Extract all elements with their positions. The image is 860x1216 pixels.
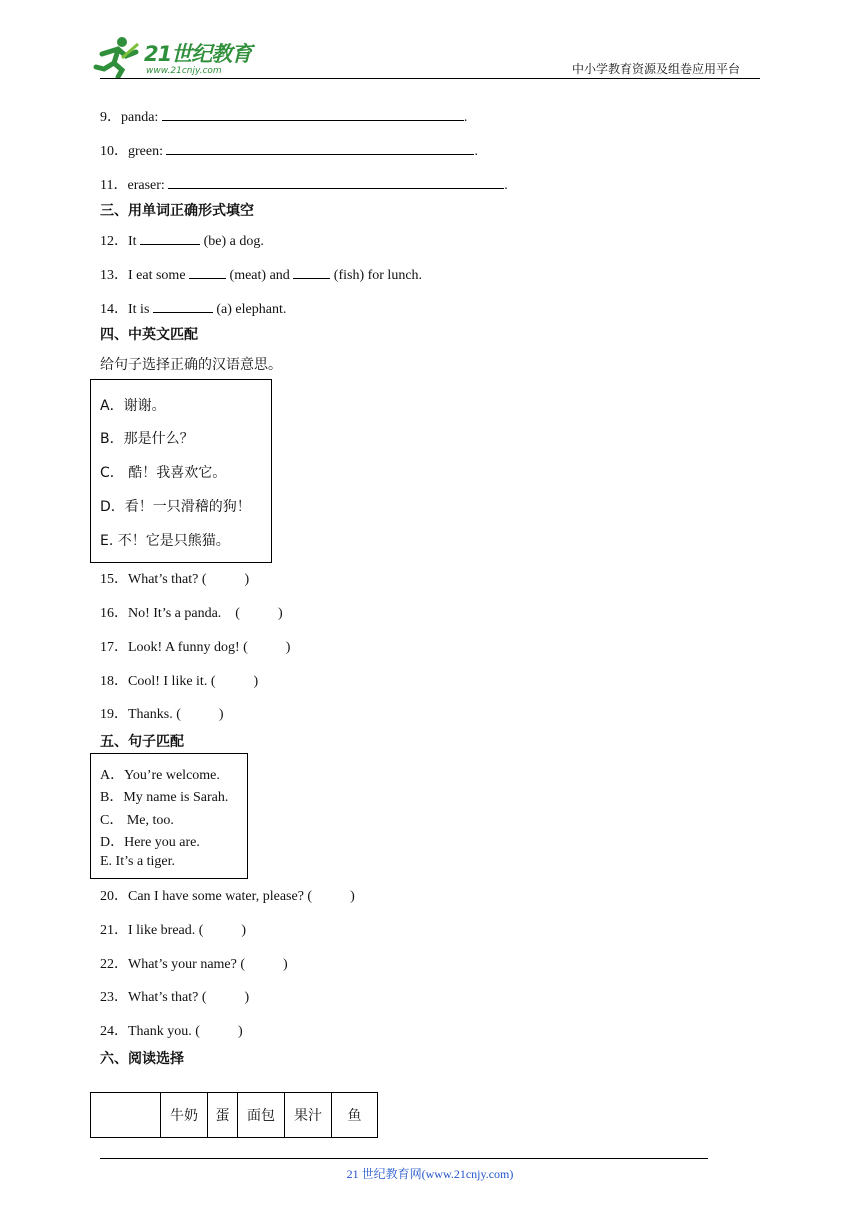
question-number: 14． — [100, 302, 128, 317]
table-cell: 果汁 — [285, 1093, 332, 1138]
close-paren: ) — [244, 990, 250, 1005]
option-b: B．那是什么？ — [100, 431, 194, 447]
option-d: D．Here you are. — [100, 835, 200, 850]
answer-blank[interactable] — [293, 265, 330, 279]
logo-url-text: www.21cnjy.com — [146, 66, 222, 76]
runner-logo-icon — [92, 36, 144, 78]
question-11 — [100, 175, 508, 195]
option-a: A．You’re welcome. — [100, 768, 220, 783]
question-10 — [100, 141, 478, 161]
period: . — [474, 144, 478, 159]
close-paren: ) — [253, 674, 259, 689]
logo-main-text: 21世纪教育 — [144, 42, 252, 66]
option-a: A．谢谢。 — [100, 398, 166, 414]
question-number: 20． — [100, 889, 128, 904]
option-c: C． Me, too. — [100, 813, 174, 828]
question-number: 23． — [100, 990, 128, 1005]
question-number: 13． — [100, 268, 128, 283]
close-paren: ) — [277, 606, 283, 621]
close-paren: ) — [241, 923, 247, 938]
option-d: D．看！一只滑稽的狗！ — [100, 499, 251, 515]
question-text: (a) elephant. — [216, 302, 287, 317]
question-12 — [100, 231, 264, 251]
question-text: Can I have some water, please? ( — [128, 889, 313, 904]
question-17 — [100, 639, 290, 657]
close-paren: ) — [350, 889, 355, 904]
question-number: 19． — [100, 707, 128, 722]
table-row — [91, 1093, 378, 1138]
question-16 — [100, 605, 283, 623]
footer-text: 21 世纪教育网(www.21cnjy.com) — [346, 1167, 514, 1181]
question-20 — [100, 888, 355, 906]
question-18 — [100, 673, 258, 691]
section-5-title: 五、句子匹配 — [100, 734, 184, 750]
section-3-title: 三、用单词正确形式填空 — [100, 203, 254, 219]
question-number: 21． — [100, 923, 128, 938]
question-text: It is — [128, 302, 150, 317]
header-tagline: 中小学教育资源及组卷应用平台 — [572, 62, 741, 76]
question-text: What’s that? ( — [128, 572, 207, 587]
option-b: B．My name is Sarah. — [100, 790, 229, 805]
close-paren: ) — [237, 1024, 243, 1039]
table-cell: 面包 — [238, 1093, 285, 1138]
option-box-4 — [90, 379, 272, 563]
question-19 — [100, 706, 224, 724]
question-text: What’s your name? ( — [128, 957, 246, 972]
question-text: eraser: — [127, 178, 165, 193]
food-table — [90, 1092, 378, 1138]
question-number: 11． — [100, 178, 128, 193]
close-paren: ) — [244, 572, 250, 587]
question-number: 12． — [100, 234, 128, 249]
question-15 — [100, 571, 249, 589]
question-text: (meat) and — [229, 268, 290, 283]
question-21 — [100, 922, 246, 940]
table-cell: 鱼 — [332, 1093, 378, 1138]
header-rule — [100, 78, 760, 79]
question-23 — [100, 989, 249, 1007]
question-text: It — [128, 234, 137, 249]
question-13 — [100, 265, 422, 285]
question-number: 24． — [100, 1024, 128, 1039]
section-6-title: 六、阅读选择 — [100, 1051, 184, 1067]
section-4-title: 四、中英文匹配 — [100, 327, 198, 343]
question-text: Thanks. ( — [128, 707, 181, 722]
question-number: 10． — [100, 144, 128, 159]
section-4-instruction: 给句子选择正确的汉语意思。 — [100, 357, 282, 373]
question-text: Look! A funny dog! ( — [128, 640, 248, 655]
question-text: I eat some — [128, 268, 186, 283]
question-number: 9． — [100, 110, 121, 125]
question-text: panda: — [121, 110, 159, 125]
answer-blank[interactable] — [153, 299, 213, 313]
question-text: green: — [128, 144, 163, 159]
question-text: (fish) for lunch. — [333, 268, 423, 283]
option-e: E. 不！它是只熊猫。 — [100, 533, 230, 549]
question-9 — [100, 107, 467, 127]
question-number: 15． — [100, 572, 128, 587]
period: . — [463, 110, 468, 125]
table-cell: 蛋 — [208, 1093, 238, 1138]
question-text: No! It’s a panda. ( — [128, 606, 240, 621]
header-logo — [92, 34, 262, 80]
answer-blank[interactable] — [189, 265, 226, 279]
close-paren: ) — [218, 707, 224, 722]
question-24 — [100, 1023, 243, 1041]
question-14 — [100, 299, 286, 319]
question-number: 18． — [100, 674, 128, 689]
question-number: 16． — [100, 606, 128, 621]
close-paren: ) — [285, 640, 291, 655]
answer-blank[interactable] — [168, 175, 504, 189]
question-number: 22． — [100, 957, 128, 972]
answer-blank[interactable] — [140, 231, 200, 245]
question-text: Cool! I like it. ( — [128, 674, 216, 689]
question-22 — [100, 956, 288, 974]
question-text: I like bread. ( — [128, 923, 204, 938]
question-text: (be) a dog. — [203, 234, 264, 249]
close-paren: ) — [283, 957, 288, 972]
option-e: E. It’s a tiger. — [100, 854, 176, 869]
table-cell — [91, 1093, 161, 1138]
option-c: C． 酷！我喜欢它。 — [100, 465, 227, 481]
answer-blank[interactable] — [166, 141, 474, 155]
period: . — [504, 178, 508, 193]
table-cell: 牛奶 — [161, 1093, 208, 1138]
footer-rule — [100, 1158, 708, 1159]
question-text: Thank you. ( — [128, 1024, 200, 1039]
question-text: What’s that? ( — [128, 990, 207, 1005]
answer-blank[interactable] — [162, 107, 464, 121]
question-number: 17． — [100, 640, 128, 655]
option-box-5 — [90, 753, 248, 879]
